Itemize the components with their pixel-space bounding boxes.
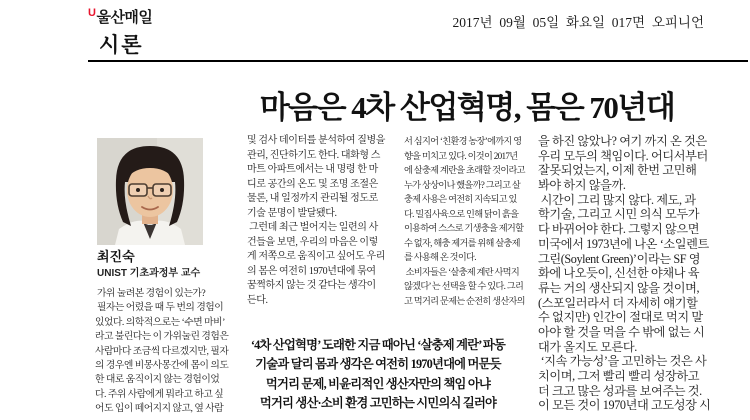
header-rule [88,60,748,62]
article-column-2 [247,134,397,308]
author-affiliation: UNIST 기초과정부 교수 [97,268,201,279]
text-line: 사람마다 조금씩 다르겠지만, 필자 [95,345,229,357]
text-line: 그린(Soylent Green)’이라는 SF 영 [538,251,701,266]
text-line: 게 저쪽으로 움직이고 싶어도 우리 [247,251,386,262]
text-line: 기술 문명이 발달됐다. [247,207,337,219]
text-line: 다. 주위 사람에게 뭐라고 하고 싶 [95,388,224,400]
text-line: 물론, 내 일정까지 관리될 정도로 [247,193,378,204]
text-line: 라고 불린다는 이 가위눌린 경험은 [95,331,229,343]
text-line: 류는 거의 생산되지 않을 것이며, [538,280,700,295]
text-line: 학기술, 그리고 시민 의식 모두가 [538,207,700,222]
text-line: 가위 눌려본 경험이 있는가? [95,288,206,299]
text-line: 충제 사용은 여전히 지속되고 있 [404,194,517,204]
text-line: 않겠다’ 는 선택을 할 수 있다. 그리 [404,281,524,291]
author-photo [97,138,203,245]
logo-u-mark: U [88,7,96,19]
text-line: 를 사용해 온 것이다. [404,252,476,262]
text-line: 다. 밀집사육으로 인해 닭이 흙을 [404,208,519,219]
section-label: 시론 [99,34,144,57]
text-line: 에 살충제 계란을 초래할 것이라고 [404,165,525,175]
text-line: 을 하진 않았나? 여기 까지 온 것은 [538,134,707,148]
text-line: 수 없지만) 인간이 절대로 먹지 말 [538,310,703,325]
newspaper-logo [88,6,152,27]
article-column-3 [404,134,528,308]
pull-quote [230,336,526,413]
text-line: 관리, 진단하기도 한다. 대화형 스 [247,149,380,161]
text-line: ‘지속 가능성’을 고민하는 것은 사 [538,354,707,369]
text-line: 잘못되었는지, 이제 한번 고민해 [538,163,697,178]
text-line: 아야 할 것을 먹을 수 밖에 없는 시 [538,324,705,339]
text-line: 이용하여 스스로 기생충을 제거할 [404,223,524,233]
text-line: 서 심지어 ‘친환경 농장’에까지 영 [404,136,522,146]
author-name: 최진숙 [97,249,135,264]
text-line: 먹거리 문제, 비윤리적인 생산자만의 책임 아냐 [265,376,491,391]
text-line: 및 검사 데이터를 분석하여 질병을 [247,135,386,146]
text-line: 디로 공간의 온도 및 조명 조절은 [247,178,378,190]
text-line: 시간이 그리 많지 않다. 제도, 과 [538,192,696,207]
text-line: 먹거리 생산·소비 환경 고민하는 시민의식 길러야 [259,395,497,410]
text-line: (스포일러라서 더 자세히 얘기할 [538,295,698,310]
text-line: 있었다. 의학적으로는 ‘수면 마비’ [95,316,225,328]
text-line: 필자는 어렸을 때 두 번의 경험이 [95,302,224,314]
article-column-4 [538,134,750,413]
text-line: 기술과 달리 몸과 생각은 여전히 1970년대에 머문듯 [255,357,501,372]
article-title: 마음은 4차 산업혁명, 몸은 70년대 [259,90,675,125]
text-line: 다 바뀌어야 한다. 그렇지 않으면 [538,222,700,237]
text-line: 그런데 최근 벌어지는 일련의 사 [247,222,378,233]
text-line: 화에 나오듯이, 신선한 야채나 육 [538,266,700,281]
text-line: 의 경우엔 비몽사몽간에 몸이 의도 [95,360,229,372]
text-line: 어도 입이 떼어지지 않고, 옆 사람 [95,403,224,415]
text-line: 마트 아파트에서는 내 명령 한 마 [247,164,378,175]
text-line: 든다. [247,294,268,306]
text-line: 누가 상상이나 했을까? 그리고 살 [404,179,521,190]
text-line: 의 몸은 여전히 1970년대에 묶여 [247,265,376,277]
text-line: 이 모든 것이 1970년대 고도성장 시 [538,398,711,413]
text-line: 향을 미치고 있다. 이것이 2017년 [404,150,518,161]
text-line: 우리 모두의 책임이다. 어디서부터 [538,148,708,163]
text-line: 고 먹거리 문제는 순전히 생산자의 [404,295,525,306]
article-column-1 [95,287,237,417]
text-line: 더 크고 많은 성과를 보여주는 것. [538,383,702,398]
text-line: 꿈쩍하지 않는 것 같다는 생각이 [247,280,376,291]
text-line: 치이며, 그저 빨리 빨리 성장하고 [538,369,700,383]
author-photo-illustration [97,138,203,245]
text-line: 한 대로 움직이지 않는 경험이었 [95,374,220,386]
text-line: 건들을 보면, 우리의 마음은 이렇 [247,236,378,248]
text-line: 미국에서 1973년에 나온 ‘소일렌트 [538,236,709,251]
text-line: ‘4차 산업혁명’ 도래한 지금 때아닌 ‘살충제 계란’ 파동 [250,338,506,352]
text-line: 소비자들은 ‘살충제 계란 사먹지 [404,266,520,277]
text-line: 봐야 하지 않을까. [538,178,626,193]
text-line: 대가 올지도 모른다. [538,339,637,354]
dateline: 2017년 09월 05일 화요일 017면 오피니언 [452,15,704,30]
logo-text: 울산매일 [96,9,153,26]
text-line: 수 없자, 해충 제거를 위해 살충제 [404,237,520,248]
